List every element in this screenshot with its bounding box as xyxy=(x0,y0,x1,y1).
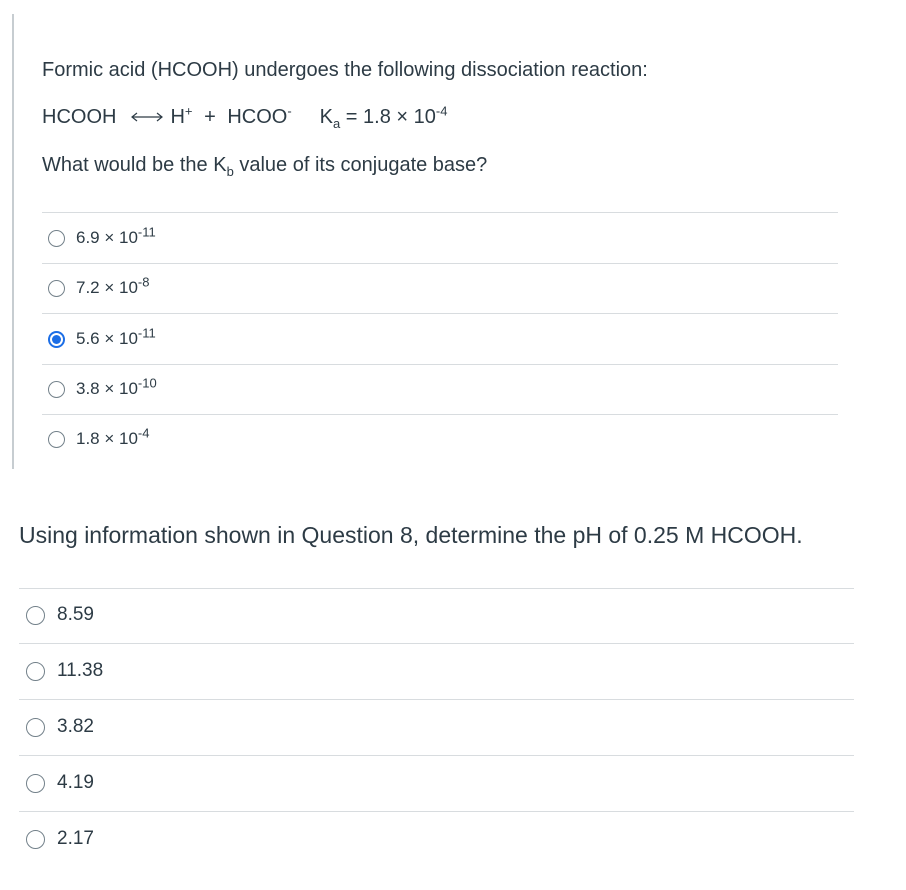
double-arrow-icon xyxy=(130,104,164,128)
option-label: $7.2 \times 10^{-8}$ xyxy=(76,274,150,297)
question-prompt: What would be the $K_b$ value of its conjugate base? xyxy=(42,154,488,179)
ka-exponent: -4 xyxy=(435,103,448,119)
answer-option[interactable] xyxy=(48,274,150,298)
divider xyxy=(42,313,838,314)
answer-option[interactable] xyxy=(26,772,94,794)
radio-button[interactable] xyxy=(48,280,65,297)
answer-option[interactable] xyxy=(26,828,94,850)
radio-button[interactable] xyxy=(48,381,65,398)
radio-button[interactable] xyxy=(48,230,65,247)
product-hcoo: HCOO xyxy=(227,106,288,128)
radio-button[interactable] xyxy=(26,830,45,849)
divider xyxy=(42,263,838,264)
product-h-charge: + xyxy=(184,103,193,119)
answer-option[interactable] xyxy=(26,716,94,738)
divider xyxy=(19,811,854,812)
ka-value: = 1.8 × 10 xyxy=(345,106,436,128)
product-hcoo-charge: - xyxy=(287,103,292,119)
question-left-border xyxy=(12,14,14,469)
question-prompt: Using information shown in Question 8, determine the pH of 0.25 M HCOOH. xyxy=(19,522,803,548)
divider xyxy=(19,699,854,700)
reactant: HCOOH xyxy=(42,106,117,128)
option-label: $6.9 \times 10^{-11}$ xyxy=(76,224,156,247)
divider xyxy=(42,212,838,213)
answer-option[interactable] xyxy=(26,660,103,682)
answer-option[interactable] xyxy=(48,325,156,349)
kb-subscript: b xyxy=(226,164,234,179)
radio-button-selected[interactable] xyxy=(48,331,65,348)
plus-sign: + xyxy=(204,106,216,128)
option-label: 11.38 xyxy=(57,660,104,681)
divider xyxy=(19,643,854,644)
radio-button[interactable] xyxy=(48,431,65,448)
answer-option[interactable] xyxy=(48,375,157,399)
divider xyxy=(42,364,838,365)
option-label: 3.82 xyxy=(57,716,94,737)
answer-option[interactable] xyxy=(48,224,156,248)
answer-option[interactable] xyxy=(26,604,94,626)
radio-button[interactable] xyxy=(26,718,45,737)
divider xyxy=(19,755,854,756)
answer-option[interactable] xyxy=(48,425,150,449)
divider xyxy=(42,414,838,415)
option-label: $1.8 \times 10^{-4}$ xyxy=(76,425,150,448)
option-label: $5.6 \times 10^{-11}$ xyxy=(76,325,156,348)
radio-button[interactable] xyxy=(26,662,45,681)
ka-subscript: a xyxy=(333,116,341,131)
question-intro: Formic acid (HCOOH) undergoes the following dissociation reaction: xyxy=(42,59,648,81)
option-label: 4.19 xyxy=(57,772,94,793)
option-label: 8.59 xyxy=(57,604,94,625)
option-label: $3.8 \times 10^{-10}$ xyxy=(76,375,157,398)
ka-symbol: K xyxy=(319,106,333,128)
reaction-equation xyxy=(42,105,447,130)
option-label: 2.17 xyxy=(57,828,94,849)
divider xyxy=(19,588,854,589)
product-h: H xyxy=(170,106,185,128)
radio-button[interactable] xyxy=(26,774,45,793)
radio-button[interactable] xyxy=(26,606,45,625)
